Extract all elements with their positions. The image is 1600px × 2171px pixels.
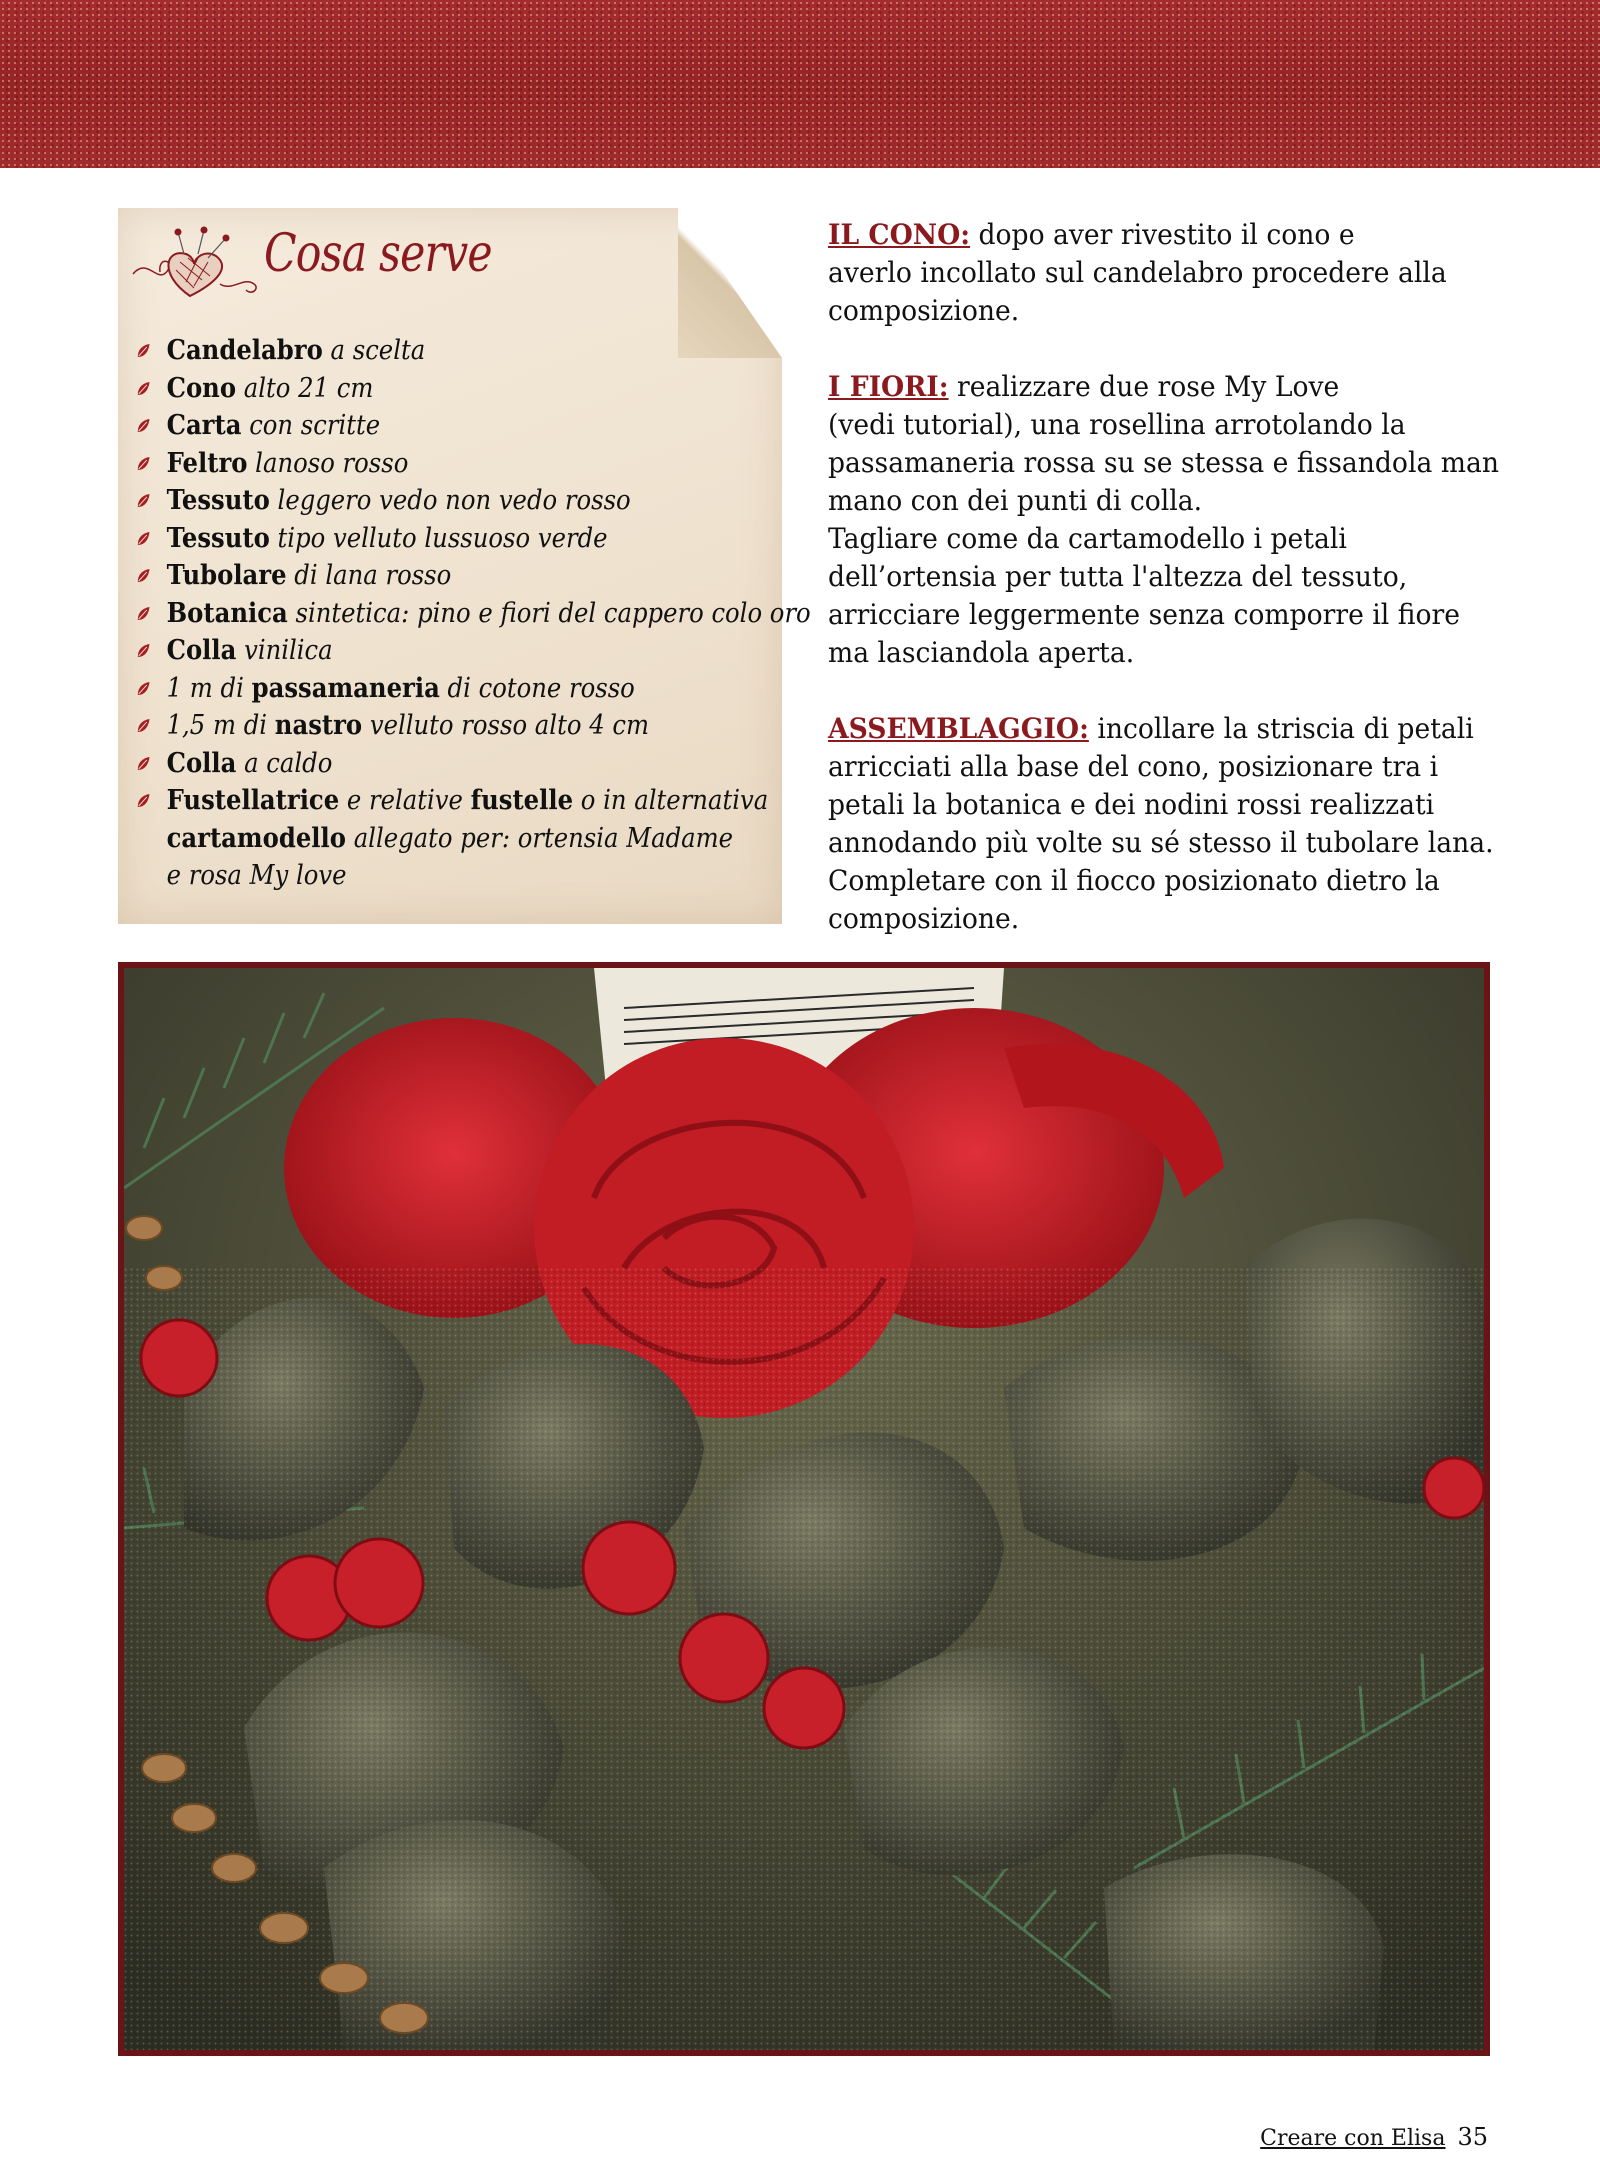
item-detail: sintetica: pino e fiori del cappero colo oro	[287, 597, 811, 629]
list-item	[136, 407, 712, 445]
item-name: Feltro	[166, 447, 248, 479]
list-item	[136, 595, 811, 633]
text-line: arricciati alla base del cono, posizionare tra i	[828, 750, 1439, 783]
section-label: IL CONO:	[828, 218, 971, 251]
item-detail: vinilica	[236, 635, 333, 666]
item-detail: alto 21 cm	[236, 372, 374, 404]
item-detail-2: o in alternativa	[573, 785, 769, 816]
text-line: dopo aver rivestito il cono e	[970, 218, 1355, 251]
list-item	[136, 632, 712, 670]
leaf-bullet-icon	[136, 381, 150, 397]
text-line: averlo incollato sul candelabro procedere alla	[828, 256, 1447, 289]
text-line: dell’ortensia per tutta l'altezza del tessuto,	[828, 560, 1408, 593]
heart-pincushion-icon	[128, 226, 263, 304]
item-name: Botanica	[166, 597, 288, 629]
item-detail-3: allegato per: ortensia Madame	[345, 822, 734, 854]
text-line: composizione.	[828, 902, 1020, 935]
list-item	[136, 332, 712, 370]
leaf-bullet-icon	[136, 643, 150, 659]
list-item	[136, 557, 712, 595]
item-name: nastro	[274, 710, 363, 741]
list-item	[136, 707, 712, 745]
item-name-3: cartamodello	[166, 822, 346, 854]
text-line: composizione.	[828, 294, 1020, 327]
item-detail: e relative	[339, 785, 471, 816]
list-item	[136, 670, 712, 708]
item-name-2: fustelle	[470, 785, 574, 816]
text-line: (vedi tutorial), una rosellina arrotolando la	[828, 408, 1406, 441]
item-continuation-2: e rosa My love	[166, 860, 347, 891]
item-detail: tipo velluto lussuoso verde	[269, 522, 608, 554]
text-line: realizzare due rose My Love	[948, 370, 1340, 403]
item-detail: a caldo	[236, 747, 333, 779]
instructions-column	[828, 216, 1528, 976]
item-name: passamaneria	[251, 672, 440, 704]
leaf-bullet-icon	[136, 456, 150, 472]
leaf-bullet-icon	[136, 606, 150, 622]
list-item	[136, 745, 712, 783]
page-footer	[1260, 2123, 1488, 2151]
text-line: ma lasciandola aperta.	[828, 636, 1135, 669]
instruction-cono	[828, 216, 1528, 330]
text-line: mano con dei punti di colla.	[828, 484, 1203, 517]
item-name: Cono	[166, 372, 237, 404]
page-number: 35	[1457, 2123, 1488, 2151]
item-detail: di cotone rosso	[439, 672, 635, 704]
instruction-assemblaggio	[828, 710, 1528, 938]
header-fabric-band	[0, 0, 1600, 168]
item-quantity: 1,5 m di	[166, 710, 275, 741]
leaf-bullet-icon	[136, 793, 150, 809]
item-name: Tubolare	[166, 560, 287, 591]
leaf-bullet-icon	[136, 493, 150, 509]
list-item	[136, 445, 712, 483]
leaf-bullet-icon	[136, 343, 150, 359]
item-detail: velluto rosso alto 4 cm	[362, 710, 650, 741]
item-name: Tessuto	[166, 485, 270, 516]
magazine-name: Creare con Elisa	[1260, 2126, 1446, 2151]
list-item	[136, 370, 712, 408]
leaf-bullet-icon	[136, 531, 150, 547]
photo-illustration	[124, 968, 1484, 2050]
text-line: Completare con il fiocco posizionato dietro la	[828, 864, 1440, 897]
item-name: Carta	[166, 410, 242, 441]
leaf-bullet-icon	[136, 681, 150, 697]
leaf-bullet-icon	[136, 718, 150, 734]
text-line: arricciare leggermente senza comporre il fiore	[828, 598, 1460, 631]
item-name: Tessuto	[166, 522, 270, 554]
text-line: passamaneria rossa su se stessa e fissandola man	[828, 446, 1499, 479]
section-label: I FIORI:	[828, 370, 949, 403]
card-heading	[128, 218, 548, 308]
text-line: petali la botanica e dei nodini rossi realizzati	[828, 788, 1435, 821]
item-detail: di lana rosso	[286, 560, 452, 591]
card-title: Cosa serve	[264, 224, 492, 284]
item-detail: con scritte	[241, 410, 381, 441]
list-item	[136, 782, 769, 895]
item-name: Fustellatrice	[166, 785, 340, 816]
item-detail: lanoso rosso	[247, 447, 409, 479]
text-line: Tagliare come da cartamodello i petali	[828, 522, 1347, 555]
item-name: Colla	[166, 635, 237, 666]
instruction-fiori	[828, 368, 1528, 672]
item-continuation	[166, 820, 734, 858]
text-line: annodando più volte su sé stesso il tubolare lana.	[828, 826, 1494, 859]
leaf-bullet-icon	[136, 756, 150, 772]
leaf-bullet-icon	[136, 568, 150, 584]
text-line: incollare la striscia di petali	[1088, 712, 1474, 745]
section-label: ASSEMBLAGGIO:	[828, 712, 1089, 745]
item-quantity: 1 m di	[166, 672, 252, 704]
project-photo	[118, 962, 1490, 2056]
list-item	[136, 520, 712, 558]
list-item	[136, 482, 712, 520]
materials-list	[136, 332, 811, 895]
leaf-bullet-icon	[136, 418, 150, 434]
item-name: Colla	[166, 747, 237, 779]
item-detail: leggero vedo non vedo rosso	[269, 485, 631, 516]
item-name: Candelabro	[166, 335, 323, 366]
item-detail: a scelta	[322, 335, 426, 366]
